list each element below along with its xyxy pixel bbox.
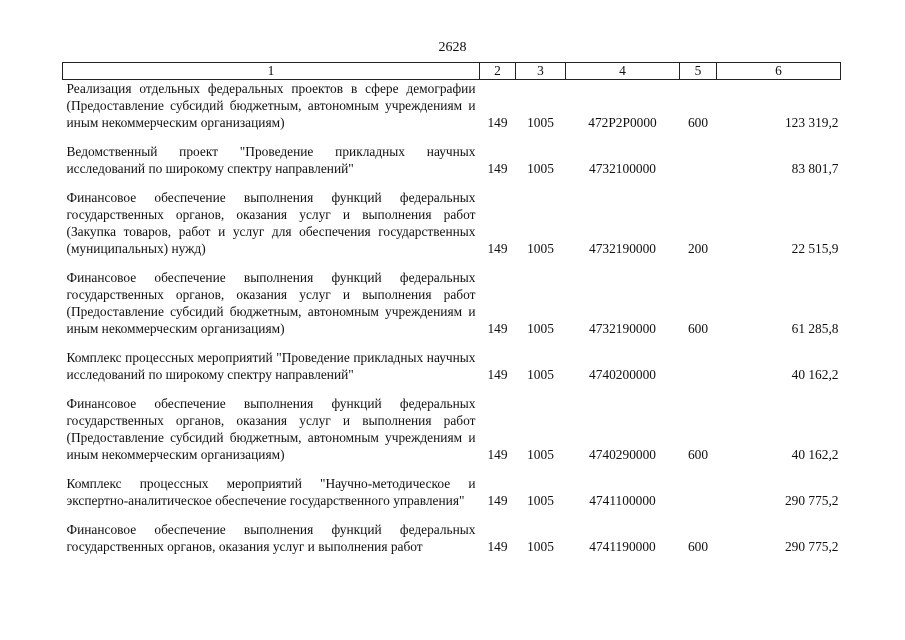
- table-row: [63, 475, 841, 509]
- row-ministry-code: 149: [487, 321, 508, 336]
- row-expense-type: 600: [687, 321, 709, 336]
- header-col-1: 1: [63, 63, 480, 80]
- row-description: Ведомственный проект "Проведение прикладных научных исследований по широкому спектру направлений": [66, 144, 476, 176]
- row-section-code: 1005: [527, 447, 554, 462]
- row-section-code: 1005: [527, 241, 554, 256]
- row-ministry-code: 149: [487, 161, 508, 176]
- row-ministry-code: 149: [487, 367, 508, 382]
- row-expense-type: 600: [687, 447, 709, 462]
- row-ministry-code: 149: [487, 493, 508, 508]
- row-description: Финансовое обеспечение выполнения функций федеральных государственных органов, оказания услуг и выполнения работ (Закупка товаров, работ и услуг для обеспечения государственных (муниципальных) нужд): [66, 190, 476, 256]
- row-target-code: 4732100000: [589, 161, 656, 176]
- row-amount: 61 285,8: [791, 321, 839, 336]
- row-section-code: 1005: [527, 321, 554, 336]
- table-row: [63, 143, 841, 177]
- row-description: Комплекс процессных мероприятий "Проведение прикладных научных исследований по широкому спектру направлений": [66, 350, 476, 382]
- row-target-code: 4741190000: [589, 539, 656, 554]
- table-body: [63, 80, 841, 556]
- header-col-6: 6: [717, 63, 841, 80]
- header-col-3: 3: [516, 63, 566, 80]
- row-ministry-code: 149: [487, 539, 508, 554]
- row-expense-type: [680, 475, 717, 509]
- table-row: [63, 80, 841, 132]
- row-amount: 83 801,7: [791, 161, 839, 176]
- row-amount: 123 319,2: [784, 115, 839, 130]
- row-ministry-code: 149: [487, 115, 508, 130]
- row-expense-type: [680, 143, 717, 177]
- row-expense-type: 600: [687, 115, 709, 130]
- row-ministry-code: 149: [487, 241, 508, 256]
- table-row: [63, 521, 841, 555]
- row-amount: 290 775,2: [784, 493, 839, 508]
- row-target-code: 4741100000: [589, 493, 656, 508]
- row-description: Реализация отдельных федеральных проектов в сфере демографии (Предоставление субсидий бюджетным, автономным учреждениям и иным некоммерческим организациям): [66, 81, 476, 130]
- row-amount: 22 515,9: [791, 241, 839, 256]
- row-section-code: 1005: [527, 367, 554, 382]
- row-description: Финансовое обеспечение выполнения функций федеральных государственных органов, оказания услуг и выполнения работ: [66, 522, 476, 554]
- row-target-code: 472Р2Р0000: [588, 115, 657, 130]
- row-section-code: 1005: [527, 115, 554, 130]
- table-row: [63, 349, 841, 383]
- header-col-4: 4: [566, 63, 680, 80]
- header-col-2: 2: [480, 63, 516, 80]
- row-ministry-code: 149: [487, 447, 508, 462]
- row-description: Финансовое обеспечение выполнения функций федеральных государственных органов, оказания услуг и выполнения работ (Предоставление субсидий бюджетным, автономным учреждениям и иным некоммерческим организациям): [66, 270, 476, 336]
- row-section-code: 1005: [527, 539, 554, 554]
- row-target-code: 4740290000: [589, 447, 656, 462]
- row-section-code: 1005: [527, 493, 554, 508]
- row-amount: 40 162,2: [791, 447, 839, 462]
- page-number: 2628: [438, 40, 467, 55]
- row-description: Финансовое обеспечение выполнения функций федеральных государственных органов, оказания услуг и выполнения работ (Предоставление субсидий бюджетным, автономным учреждениям и иным некоммерческим организациям): [66, 396, 476, 462]
- row-amount: 290 775,2: [784, 539, 839, 554]
- row-description: Комплекс процессных мероприятий "Научно-методическое и экспертно-аналитическое обеспечение государственного управления": [66, 476, 476, 508]
- row-expense-type: 200: [687, 241, 709, 256]
- row-target-code: 4732190000: [589, 321, 656, 336]
- header-row: [63, 63, 841, 80]
- row-amount: 40 162,2: [791, 367, 839, 382]
- row-target-code: 4732190000: [589, 241, 656, 256]
- table-row: [63, 395, 841, 463]
- row-expense-type: [680, 349, 717, 383]
- table-row: [63, 189, 841, 257]
- table-header: [63, 63, 841, 80]
- row-section-code: 1005: [527, 161, 554, 176]
- row-expense-type: 600: [687, 539, 709, 554]
- row-target-code: 4740200000: [589, 367, 656, 382]
- budget-table: [62, 62, 841, 555]
- header-col-5: 5: [680, 63, 717, 80]
- table-row: [63, 269, 841, 337]
